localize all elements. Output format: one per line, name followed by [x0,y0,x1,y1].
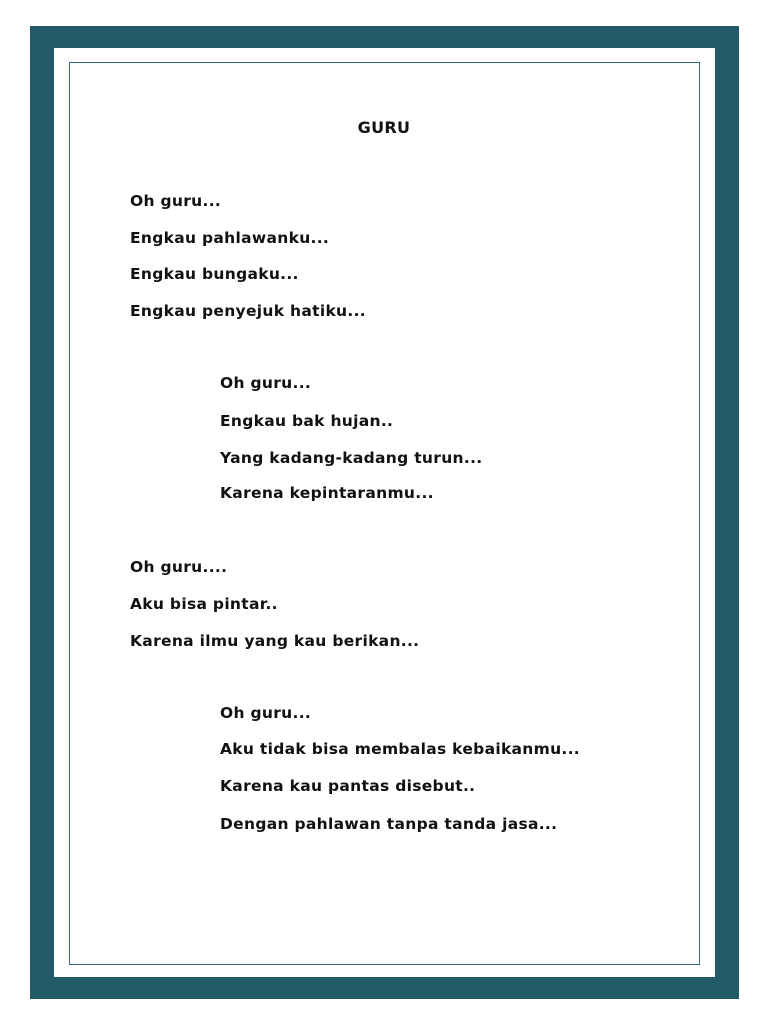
stanza1-line-1: Oh guru... [130,192,222,210]
stanza4-line-2: Aku tidak bisa membalas kebaikanmu... [220,740,580,758]
poem-title: GURU [357,118,411,137]
stanza2-line-1: Oh guru... [220,374,312,392]
stanza3-line-1: Oh guru.... [130,558,228,576]
stanza1-line-3: Engkau bungaku... [130,265,299,283]
stanza2-line-2: Engkau bak hujan.. [220,412,394,430]
stanza2-line-4: Karena kepintaranmu... [220,484,434,502]
page-border [30,26,739,999]
stanza3-line-3: Karena ilmu yang kau berikan... [130,632,420,650]
page-inner [54,48,715,977]
stanza3-line-2: Aku bisa pintar.. [130,595,278,613]
stanza4-line-1: Oh guru... [220,704,312,722]
stanza4-line-4: Dengan pahlawan tanpa tanda jasa... [220,815,558,833]
stanza1-line-2: Engkau pahlawanku... [130,229,330,247]
stanza4-line-3: Karena kau pantas disebut.. [220,777,476,795]
stanza2-line-3: Yang kadang-kadang turun... [220,449,483,467]
stanza1-line-4: Engkau penyejuk hatiku... [130,302,366,320]
